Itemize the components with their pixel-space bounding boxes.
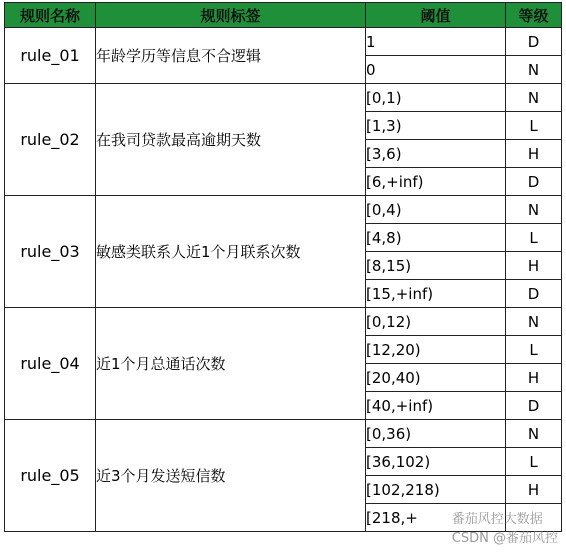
- threshold-cell: [20,40): [366, 364, 506, 392]
- threshold-cell: [218,+: [366, 504, 506, 532]
- table-row: [5, 84, 562, 112]
- rule-name-cell: rule_02: [5, 84, 96, 196]
- threshold-cell: [36,102): [366, 448, 506, 476]
- rule-label-cell: 近3个月发送短信数: [96, 420, 366, 532]
- grade-cell: L: [506, 448, 562, 476]
- threshold-cell: [15,+inf): [366, 280, 506, 308]
- threshold-cell: [3,6): [366, 140, 506, 168]
- rule-label-cell: 敏感类联系人近1个月联系次数: [96, 196, 366, 308]
- threshold-cell: [6,+inf): [366, 168, 506, 196]
- grade-cell: H: [506, 476, 562, 504]
- rule-label-cell: 近1个月总通话次数: [96, 308, 366, 420]
- watermark-line2: CSDN @番茄风控: [451, 531, 558, 546]
- header-rule-label: 规则标签: [96, 3, 366, 28]
- table-row: [5, 196, 562, 224]
- watermark-line1: 番茄风控大数据: [451, 512, 543, 527]
- table-header-row: [5, 3, 562, 28]
- grade-cell: H: [506, 140, 562, 168]
- grade-cell: D: [506, 168, 562, 196]
- rule-label-cell: 在我司贷款最高逾期天数: [96, 84, 366, 196]
- threshold-cell: [0,4): [366, 196, 506, 224]
- threshold-cell: [8,15): [366, 252, 506, 280]
- threshold-cell: [0,12): [366, 308, 506, 336]
- header-grade: 等级: [506, 3, 562, 28]
- grade-cell: N: [506, 196, 562, 224]
- grade-cell: H: [506, 364, 562, 392]
- table-row: [5, 28, 562, 56]
- threshold-cell: [102,218): [366, 476, 506, 504]
- grade-cell: L: [506, 224, 562, 252]
- grade-cell: D: [506, 392, 562, 420]
- threshold-cell: [40,+inf): [366, 392, 506, 420]
- table-row: [5, 420, 562, 448]
- table-row: [5, 308, 562, 336]
- header-rule-name: 规则名称: [5, 3, 96, 28]
- threshold-cell: [1,3): [366, 112, 506, 140]
- rules-body: [5, 28, 562, 532]
- threshold-cell: [12,20): [366, 336, 506, 364]
- grade-cell: L: [506, 112, 562, 140]
- rules-table: [4, 2, 562, 532]
- threshold-cell: [4,8): [366, 224, 506, 252]
- grade-cell: N: [506, 56, 562, 84]
- threshold-cell: [0,36): [366, 420, 506, 448]
- rule-name-cell: rule_04: [5, 308, 96, 420]
- threshold-cell: 0: [366, 56, 506, 84]
- rule-name-cell: rule_01: [5, 28, 96, 84]
- grade-cell: D: [506, 280, 562, 308]
- header-threshold: 阈值: [366, 3, 506, 28]
- grade-cell: N: [506, 420, 562, 448]
- rule-label-cell: 年龄学历等信息不合逻辑: [96, 28, 366, 84]
- threshold-cell: [0,1): [366, 84, 506, 112]
- grade-cell: [506, 504, 562, 532]
- grade-cell: N: [506, 84, 562, 112]
- threshold-cell: 1: [366, 28, 506, 56]
- grade-cell: N: [506, 308, 562, 336]
- grade-cell: H: [506, 252, 562, 280]
- grade-cell: D: [506, 28, 562, 56]
- grade-cell: L: [506, 336, 562, 364]
- rule-name-cell: rule_03: [5, 196, 96, 308]
- rule-name-cell: rule_05: [5, 420, 96, 532]
